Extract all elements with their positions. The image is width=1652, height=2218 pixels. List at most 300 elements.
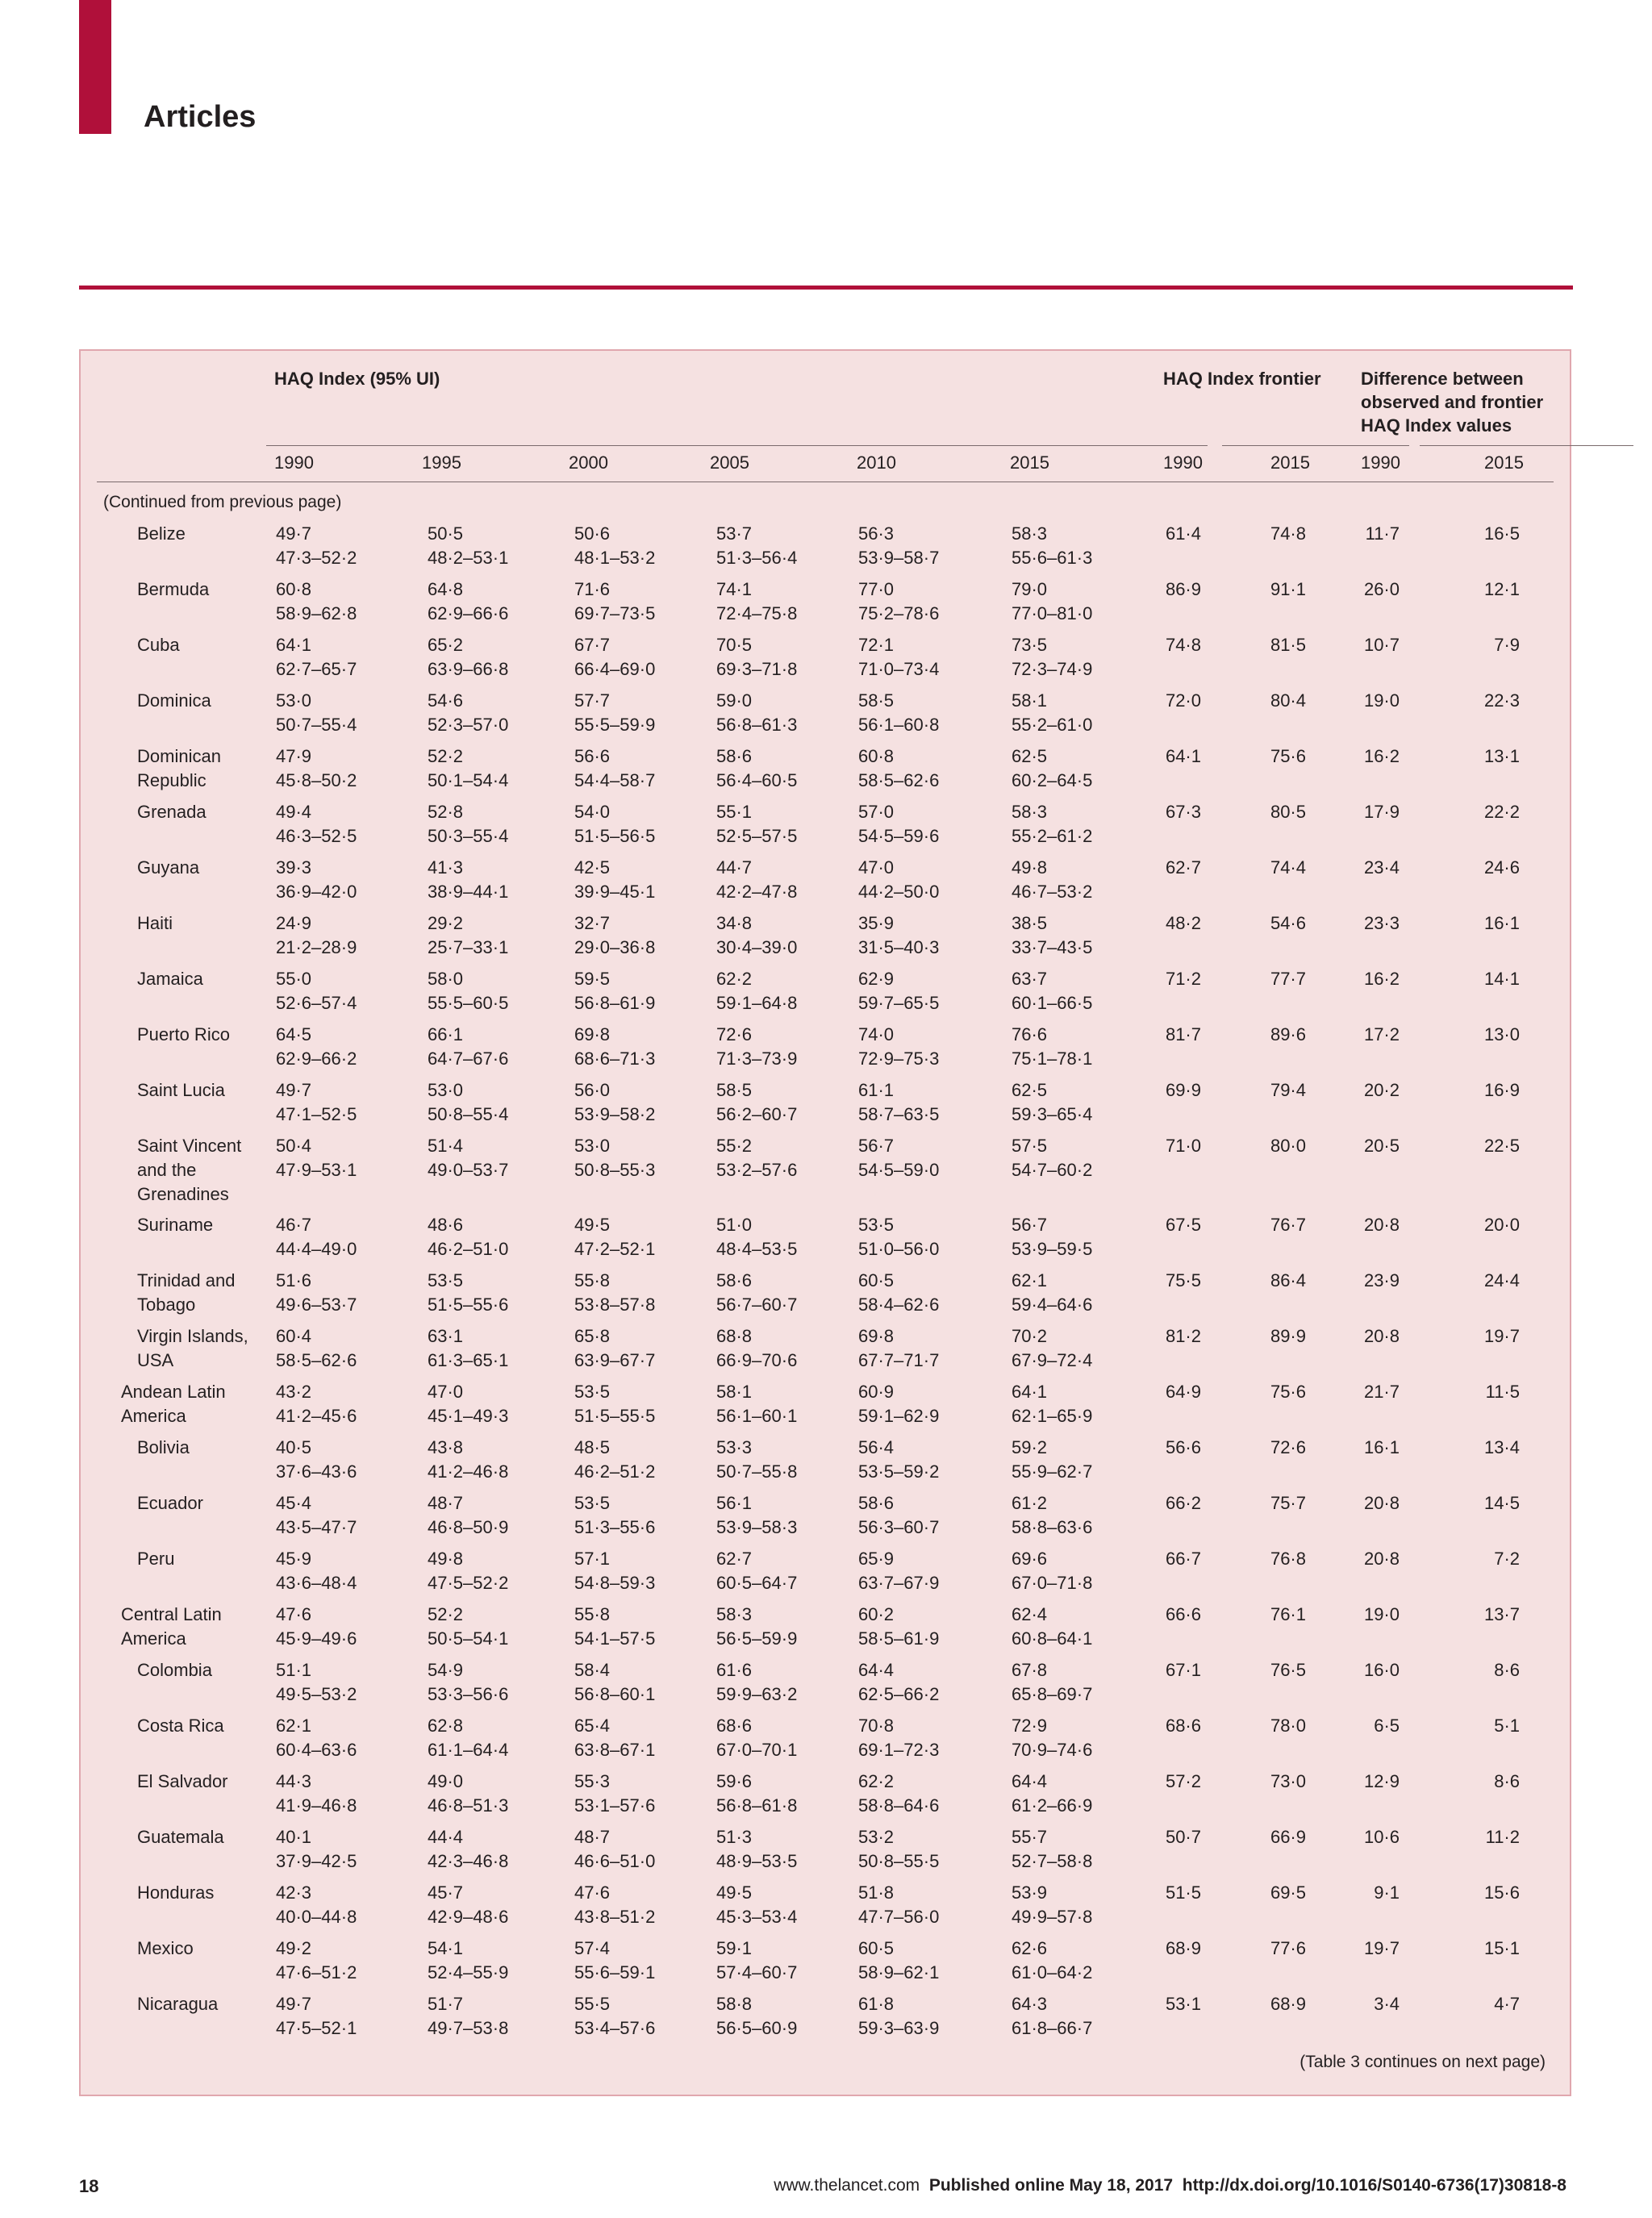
haq-cell <box>716 689 797 737</box>
haq-estimate: 56·4 <box>858 1437 895 1457</box>
haq-cell <box>574 633 655 682</box>
haq-cell <box>716 1992 797 2041</box>
frontier-value: 62·7 <box>1165 857 1201 878</box>
haq-cell <box>276 911 357 960</box>
continued-note: (Continued from previous page) <box>103 493 342 511</box>
haq-estimate: 59·1 <box>716 1938 753 1958</box>
haq-cell <box>574 856 655 904</box>
uncertainty-interval: 53·9–58·2 <box>574 1104 656 1124</box>
haq-cell <box>574 1491 655 1540</box>
difference-value: 9·1 <box>1374 1882 1400 1903</box>
haq-estimate: 71·6 <box>574 579 611 599</box>
country-name: Trinidad and Tobago <box>137 1270 236 1315</box>
uncertainty-interval: 68·6–71·3 <box>574 1049 656 1069</box>
country-name: Belize <box>137 523 186 544</box>
haq-estimate: 70·8 <box>858 1716 895 1736</box>
uncertainty-interval: 43·6–48·4 <box>276 1573 357 1593</box>
uncertainty-interval: 50·8–55·5 <box>858 1851 940 1871</box>
uncertainty-interval: 51·3–55·6 <box>574 1517 656 1537</box>
uncertainty-interval: 63·8–67·1 <box>574 1740 656 1760</box>
haq-estimate: 58·3 <box>1012 802 1048 822</box>
haq-cell <box>716 1324 797 1373</box>
haq-cell <box>716 1380 797 1428</box>
haq-estimate: 50·5 <box>428 523 464 544</box>
haq-estimate: 58·0 <box>428 969 464 989</box>
year-header: 2015 <box>1484 452 1524 473</box>
haq-estimate: 55·1 <box>716 802 753 822</box>
haq-cell <box>1012 1491 1092 1540</box>
frontier-value: 78·0 <box>1270 1716 1306 1736</box>
haq-cell <box>858 522 939 570</box>
difference-value: 16·2 <box>1363 746 1400 766</box>
haq-cell <box>716 1547 797 1595</box>
haq-cell <box>1012 800 1092 848</box>
frontier-value: 80·4 <box>1270 690 1306 711</box>
difference-value: 5·1 <box>1494 1716 1520 1736</box>
haq-cell <box>858 1547 939 1595</box>
haq-cell <box>428 1658 508 1707</box>
haq-cell <box>428 633 508 682</box>
haq-estimate: 45·7 <box>428 1882 464 1903</box>
frontier-value: 56·6 <box>1165 1437 1201 1457</box>
difference-value: 20·8 <box>1363 1549 1400 1569</box>
haq-estimate: 43·8 <box>428 1437 464 1457</box>
haq-estimate: 55·8 <box>574 1270 611 1290</box>
uncertainty-interval: 57·4–60·7 <box>716 1962 798 1982</box>
uncertainty-interval: 41·2–46·8 <box>428 1461 509 1482</box>
uncertainty-interval: 54·7–60·2 <box>1012 1160 1093 1180</box>
haq-cell <box>858 1134 939 1182</box>
haq-cell <box>428 1134 508 1182</box>
frontier-value: 64·9 <box>1165 1382 1201 1402</box>
uncertainty-interval: 50·5–54·1 <box>428 1628 509 1649</box>
uncertainty-interval: 55·9–62·7 <box>1012 1461 1093 1482</box>
haq-estimate: 58·6 <box>716 1270 753 1290</box>
haq-estimate: 47·6 <box>574 1882 611 1903</box>
haq-estimate: 49·0 <box>428 1771 464 1791</box>
uncertainty-interval: 60·8–64·1 <box>1012 1628 1093 1649</box>
difference-value: 7·2 <box>1494 1549 1520 1569</box>
uncertainty-interval: 45·9–49·6 <box>276 1628 357 1649</box>
frontier-value: 89·6 <box>1270 1024 1306 1044</box>
frontier-value: 80·5 <box>1270 802 1306 822</box>
haq-estimate: 63·1 <box>428 1326 464 1346</box>
haq-cell <box>428 967 508 1015</box>
haq-estimate: 40·5 <box>276 1437 312 1457</box>
uncertainty-interval: 50·8–55·3 <box>574 1160 656 1180</box>
haq-cell <box>574 1770 655 1818</box>
uncertainty-interval: 59·4–64·6 <box>1012 1295 1093 1315</box>
haq-cell <box>574 1213 655 1261</box>
country-name: Cuba <box>137 635 180 655</box>
year-header: 1995 <box>422 452 461 473</box>
uncertainty-interval: 50·8–55·4 <box>428 1104 509 1124</box>
haq-cell <box>428 1491 508 1540</box>
uncertainty-interval: 60·2–64·5 <box>1012 770 1093 790</box>
haq-cell <box>1012 1937 1092 1985</box>
haq-cell <box>1012 1603 1092 1651</box>
country-name: Bermuda <box>137 579 210 599</box>
haq-cell <box>858 1603 939 1651</box>
haq-estimate: 45·4 <box>276 1493 312 1513</box>
frontier-value: 81·5 <box>1270 635 1306 655</box>
frontier-value: 91·1 <box>1270 579 1306 599</box>
haq-estimate: 48·5 <box>574 1437 611 1457</box>
haq-cell <box>716 744 797 793</box>
haq-cell <box>574 967 655 1015</box>
haq-cell <box>428 1603 508 1651</box>
difference-value: 19·7 <box>1363 1938 1400 1958</box>
haq-cell <box>276 1937 357 1985</box>
frontier-value: 75·6 <box>1270 746 1306 766</box>
frontier-value: 53·1 <box>1165 1994 1201 2014</box>
difference-value: 13·1 <box>1483 746 1520 766</box>
year-header: 1990 <box>1163 452 1203 473</box>
uncertainty-interval: 51·5–56·5 <box>574 826 656 846</box>
difference-value: 26·0 <box>1363 579 1400 599</box>
uncertainty-interval: 52·7–58·8 <box>1012 1851 1093 1871</box>
haq-cell <box>1012 1324 1092 1373</box>
uncertainty-interval: 53·2–57·6 <box>716 1160 798 1180</box>
uncertainty-interval: 41·9–46·8 <box>276 1795 357 1816</box>
haq-estimate: 64·3 <box>1012 1994 1048 2014</box>
year-header: 2015 <box>1270 452 1310 473</box>
uncertainty-interval: 77·0–81·0 <box>1012 603 1093 623</box>
frontier-value: 76·1 <box>1270 1604 1306 1624</box>
haq-estimate: 53·5 <box>858 1215 895 1235</box>
haq-estimate: 61·6 <box>716 1660 753 1680</box>
haq-estimate: 47·0 <box>428 1382 464 1402</box>
uncertainty-interval: 54·4–58·7 <box>574 770 656 790</box>
haq-cell <box>858 800 939 848</box>
haq-cell <box>276 1881 357 1929</box>
uncertainty-interval: 59·3–65·4 <box>1012 1104 1093 1124</box>
haq-cell <box>858 1078 939 1127</box>
uncertainty-interval: 58·4–62·6 <box>858 1295 940 1315</box>
country-name: Suriname <box>137 1215 214 1235</box>
haq-estimate: 56·7 <box>1012 1215 1048 1235</box>
uncertainty-interval: 49·9–57·8 <box>1012 1907 1093 1927</box>
haq-cell <box>1012 744 1092 793</box>
country-name: Saint Lucia <box>137 1080 225 1100</box>
uncertainty-interval: 67·7–71·7 <box>858 1350 940 1370</box>
haq-cell <box>716 1603 797 1651</box>
haq-estimate: 24·9 <box>276 913 312 933</box>
haq-estimate: 42·5 <box>574 857 611 878</box>
difference-value: 16·1 <box>1363 1437 1400 1457</box>
haq-estimate: 70·5 <box>716 635 753 655</box>
haq-estimate: 55·8 <box>574 1604 611 1624</box>
haq-estimate: 45·9 <box>276 1549 312 1569</box>
haq-estimate: 64·1 <box>276 635 312 655</box>
haq-estimate: 62·1 <box>276 1716 312 1736</box>
uncertainty-interval: 55·6–61·3 <box>1012 548 1093 568</box>
uncertainty-interval: 56·7–60·7 <box>716 1295 798 1315</box>
uncertainty-interval: 69·3–71·8 <box>716 659 798 679</box>
haq-cell <box>858 577 939 626</box>
uncertainty-interval: 48·2–53·1 <box>428 548 509 568</box>
frontier-value: 68·9 <box>1270 1994 1306 2014</box>
uncertainty-interval: 46·2–51·0 <box>428 1239 509 1259</box>
difference-value: 15·1 <box>1483 1938 1520 1958</box>
frontier-value: 89·9 <box>1270 1326 1306 1346</box>
difference-value: 22·2 <box>1483 802 1520 822</box>
uncertainty-interval: 72·3–74·9 <box>1012 659 1093 679</box>
haq-cell <box>716 633 797 682</box>
haq-estimate: 34·8 <box>716 913 753 933</box>
frontier-value: 76·5 <box>1270 1660 1306 1680</box>
haq-cell <box>858 967 939 1015</box>
frontier-value: 67·5 <box>1165 1215 1201 1235</box>
uncertainty-interval: 46·6–51·0 <box>574 1851 656 1871</box>
haq-cell <box>574 1380 655 1428</box>
country-name: Saint Vincent and the Grenadines <box>137 1136 242 1204</box>
haq-estimate: 77·0 <box>858 579 895 599</box>
uncertainty-interval: 70·9–74·6 <box>1012 1740 1093 1760</box>
haq-estimate: 35·9 <box>858 913 895 933</box>
uncertainty-interval: 64·7–67·6 <box>428 1049 509 1069</box>
haq-cell <box>1012 1269 1092 1317</box>
difference-value: 19·0 <box>1363 1604 1400 1624</box>
haq-cell <box>574 1324 655 1373</box>
uncertainty-interval: 62·9–66·2 <box>276 1049 357 1069</box>
uncertainty-interval: 37·6–43·6 <box>276 1461 357 1482</box>
uncertainty-interval: 58·5–62·6 <box>858 770 940 790</box>
uncertainty-interval: 45·1–49·3 <box>428 1406 509 1426</box>
haq-cell <box>1012 1078 1092 1127</box>
haq-estimate: 56·1 <box>716 1493 753 1513</box>
haq-cell <box>276 856 357 904</box>
haq-estimate: 56·0 <box>574 1080 611 1100</box>
frontier-value: 68·9 <box>1165 1938 1201 1958</box>
haq-cell <box>716 1881 797 1929</box>
frontier-value: 81·2 <box>1165 1326 1201 1346</box>
haq-estimate: 59·0 <box>716 690 753 711</box>
difference-value: 21·7 <box>1363 1382 1400 1402</box>
difference-value: 13·0 <box>1483 1024 1520 1044</box>
uncertainty-interval: 59·7–65·5 <box>858 993 940 1013</box>
uncertainty-interval: 72·4–75·8 <box>716 603 798 623</box>
haq-estimate: 72·1 <box>858 635 895 655</box>
haq-cell <box>716 911 797 960</box>
haq-cell <box>1012 1992 1092 2041</box>
haq-cell <box>1012 1547 1092 1595</box>
year-header: 2010 <box>857 452 896 473</box>
uncertainty-interval: 46·8–51·3 <box>428 1795 509 1816</box>
haq-estimate: 61·2 <box>1012 1493 1048 1513</box>
haq-cell <box>276 1491 357 1540</box>
uncertainty-interval: 44·4–49·0 <box>276 1239 357 1259</box>
haq-estimate: 73·5 <box>1012 635 1048 655</box>
uncertainty-interval: 55·2–61·0 <box>1012 715 1093 735</box>
haq-cell <box>276 1269 357 1317</box>
uncertainty-interval: 58·7–63·5 <box>858 1104 940 1124</box>
haq-cell <box>574 577 655 626</box>
uncertainty-interval: 47·3–52·2 <box>276 548 357 568</box>
haq-estimate: 68·8 <box>716 1326 753 1346</box>
haq-cell <box>276 1436 357 1484</box>
difference-value: 20·5 <box>1363 1136 1400 1156</box>
uncertainty-interval: 47·5–52·2 <box>428 1573 509 1593</box>
uncertainty-interval: 61·2–66·9 <box>1012 1795 1093 1816</box>
haq-estimate: 67·7 <box>574 635 611 655</box>
haq-estimate: 49·5 <box>716 1882 753 1903</box>
difference-value: 12·1 <box>1483 579 1520 599</box>
uncertainty-interval: 69·1–72·3 <box>858 1740 940 1760</box>
haq-estimate: 53·2 <box>858 1827 895 1847</box>
haq-estimate: 58·5 <box>858 690 895 711</box>
frontier-value: 76·7 <box>1270 1215 1306 1235</box>
haq-estimate: 44·3 <box>276 1771 312 1791</box>
uncertainty-interval: 52·6–57·4 <box>276 993 357 1013</box>
frontier-value: 72·6 <box>1270 1437 1306 1457</box>
haq-estimate: 39·3 <box>276 857 312 878</box>
uncertainty-interval: 58·5–62·6 <box>276 1350 357 1370</box>
haq-estimate: 72·6 <box>716 1024 753 1044</box>
frontier-value: 71·2 <box>1165 969 1201 989</box>
difference-value: 15·6 <box>1483 1882 1520 1903</box>
haq-cell <box>1012 1436 1092 1484</box>
haq-cell <box>276 1023 357 1071</box>
haq-estimate: 74·1 <box>716 579 753 599</box>
haq-cell <box>574 1658 655 1707</box>
haq-cell <box>716 1213 797 1261</box>
haq-cell <box>276 1603 357 1651</box>
uncertainty-interval: 54·8–59·3 <box>574 1573 656 1593</box>
uncertainty-interval: 39·9–45·1 <box>574 882 656 902</box>
haq-cell <box>276 577 357 626</box>
haq-estimate: 62·8 <box>428 1716 464 1736</box>
difference-value: 14·1 <box>1483 969 1520 989</box>
haq-cell <box>858 1324 939 1373</box>
haq-estimate: 62·2 <box>858 1771 895 1791</box>
haq-cell <box>276 1380 357 1428</box>
uncertainty-interval: 25·7–33·1 <box>428 937 509 957</box>
haq-cell <box>1012 522 1092 570</box>
difference-value: 24·6 <box>1483 857 1520 878</box>
haq-cell <box>276 967 357 1015</box>
uncertainty-interval: 49·7–53·8 <box>428 2018 509 2038</box>
haq-estimate: 47·9 <box>276 746 312 766</box>
haq-cell <box>428 1547 508 1595</box>
uncertainty-interval: 58·5–61·9 <box>858 1628 940 1649</box>
haq-estimate: 58·3 <box>716 1604 753 1624</box>
haq-estimate: 64·5 <box>276 1024 312 1044</box>
country-name: Guyana <box>137 857 200 878</box>
haq-estimate: 51·6 <box>276 1270 312 1290</box>
haq-cell <box>276 1992 357 2041</box>
haq-estimate: 79·0 <box>1012 579 1048 599</box>
year-header: 2015 <box>1010 452 1049 473</box>
continues-note: (Table 3 continues on next page) <box>1299 2053 1546 2071</box>
uncertainty-interval: 53·5–59·2 <box>858 1461 940 1482</box>
haq-cell <box>276 1547 357 1595</box>
haq-cell <box>428 1937 508 1985</box>
uncertainty-interval: 61·0–64·2 <box>1012 1962 1093 1982</box>
uncertainty-interval: 66·4–69·0 <box>574 659 656 679</box>
difference-value: 24·4 <box>1483 1270 1520 1290</box>
uncertainty-interval: 58·8–64·6 <box>858 1795 940 1816</box>
haq-estimate: 60·5 <box>858 1270 895 1290</box>
haq-estimate: 53·0 <box>276 690 312 711</box>
uncertainty-interval: 31·5–40·3 <box>858 937 940 957</box>
haq-cell <box>858 1881 939 1929</box>
haq-cell <box>716 1023 797 1071</box>
haq-estimate: 49·5 <box>574 1215 611 1235</box>
frontier-value: 79·4 <box>1270 1080 1306 1100</box>
uncertainty-interval: 51·0–56·0 <box>858 1239 940 1259</box>
haq-cell <box>428 744 508 793</box>
haq-estimate: 55·7 <box>1012 1827 1048 1847</box>
country-name: Puerto Rico <box>137 1024 230 1044</box>
uncertainty-interval: 56·8–61·9 <box>574 993 656 1013</box>
haq-estimate: 52·2 <box>428 746 464 766</box>
haq-estimate: 58·3 <box>1012 523 1048 544</box>
haq-cell <box>1012 1825 1092 1874</box>
footer-published: Published online May 18, 2017 <box>928 2176 1174 2195</box>
difference-value: 7·9 <box>1494 635 1520 655</box>
frontier-value: 51·5 <box>1165 1882 1201 1903</box>
haq-estimate: 72·9 <box>1012 1716 1048 1736</box>
haq-cell <box>276 1078 357 1127</box>
uncertainty-interval: 58·9–62·1 <box>858 1962 940 1982</box>
difference-header: Difference between observed and frontier HAQ Index values <box>1361 369 1544 436</box>
uncertainty-interval: 59·1–64·8 <box>716 993 798 1013</box>
haq-estimate: 38·5 <box>1012 913 1048 933</box>
uncertainty-interval: 49·6–53·7 <box>276 1295 357 1315</box>
haq-estimate: 48·7 <box>428 1493 464 1513</box>
country-name: Dominican Republic <box>137 746 221 790</box>
haq-cell <box>716 967 797 1015</box>
country-name: Nicaragua <box>137 1994 219 2014</box>
frontier-value: 75·7 <box>1270 1493 1306 1513</box>
haq-estimate: 54·0 <box>574 802 611 822</box>
uncertainty-interval: 52·5–57·5 <box>716 826 798 846</box>
year-header: 1990 <box>1361 452 1400 473</box>
difference-value: 20·8 <box>1363 1215 1400 1235</box>
haq-estimate: 40·1 <box>276 1827 312 1847</box>
haq-cell <box>1012 967 1092 1015</box>
haq-estimate: 49·4 <box>276 802 312 822</box>
haq-estimate: 49·7 <box>276 1994 312 2014</box>
haq-cell <box>574 522 655 570</box>
uncertainty-interval: 56·1–60·1 <box>716 1406 798 1426</box>
frontier-value: 48·2 <box>1165 913 1201 933</box>
frontier-value: 67·1 <box>1165 1660 1201 1680</box>
uncertainty-interval: 63·9–67·7 <box>574 1350 656 1370</box>
haq-cell <box>428 1380 508 1428</box>
frontier-value: 75·6 <box>1270 1382 1306 1402</box>
haq-cell <box>1012 1023 1092 1071</box>
haq-cell <box>574 1078 655 1127</box>
haq-estimate: 47·6 <box>276 1604 312 1624</box>
uncertainty-interval: 42·2–47·8 <box>716 882 798 902</box>
frontier-value: 66·2 <box>1165 1493 1201 1513</box>
haq-estimate: 49·7 <box>276 1080 312 1100</box>
haq-estimate: 68·6 <box>716 1716 753 1736</box>
uncertainty-interval: 33·7–43·5 <box>1012 937 1093 957</box>
frontier-value: 81·7 <box>1165 1024 1201 1044</box>
haq-cell <box>276 522 357 570</box>
haq-cell <box>716 800 797 848</box>
haq-estimate: 29·2 <box>428 913 464 933</box>
uncertainty-interval: 56·3–60·7 <box>858 1517 940 1537</box>
uncertainty-interval: 56·1–60·8 <box>858 715 940 735</box>
country-name: Honduras <box>137 1882 215 1903</box>
uncertainty-interval: 66·9–70·6 <box>716 1350 798 1370</box>
haq-estimate: 56·7 <box>858 1136 895 1156</box>
uncertainty-interval: 47·6–51·2 <box>276 1962 357 1982</box>
